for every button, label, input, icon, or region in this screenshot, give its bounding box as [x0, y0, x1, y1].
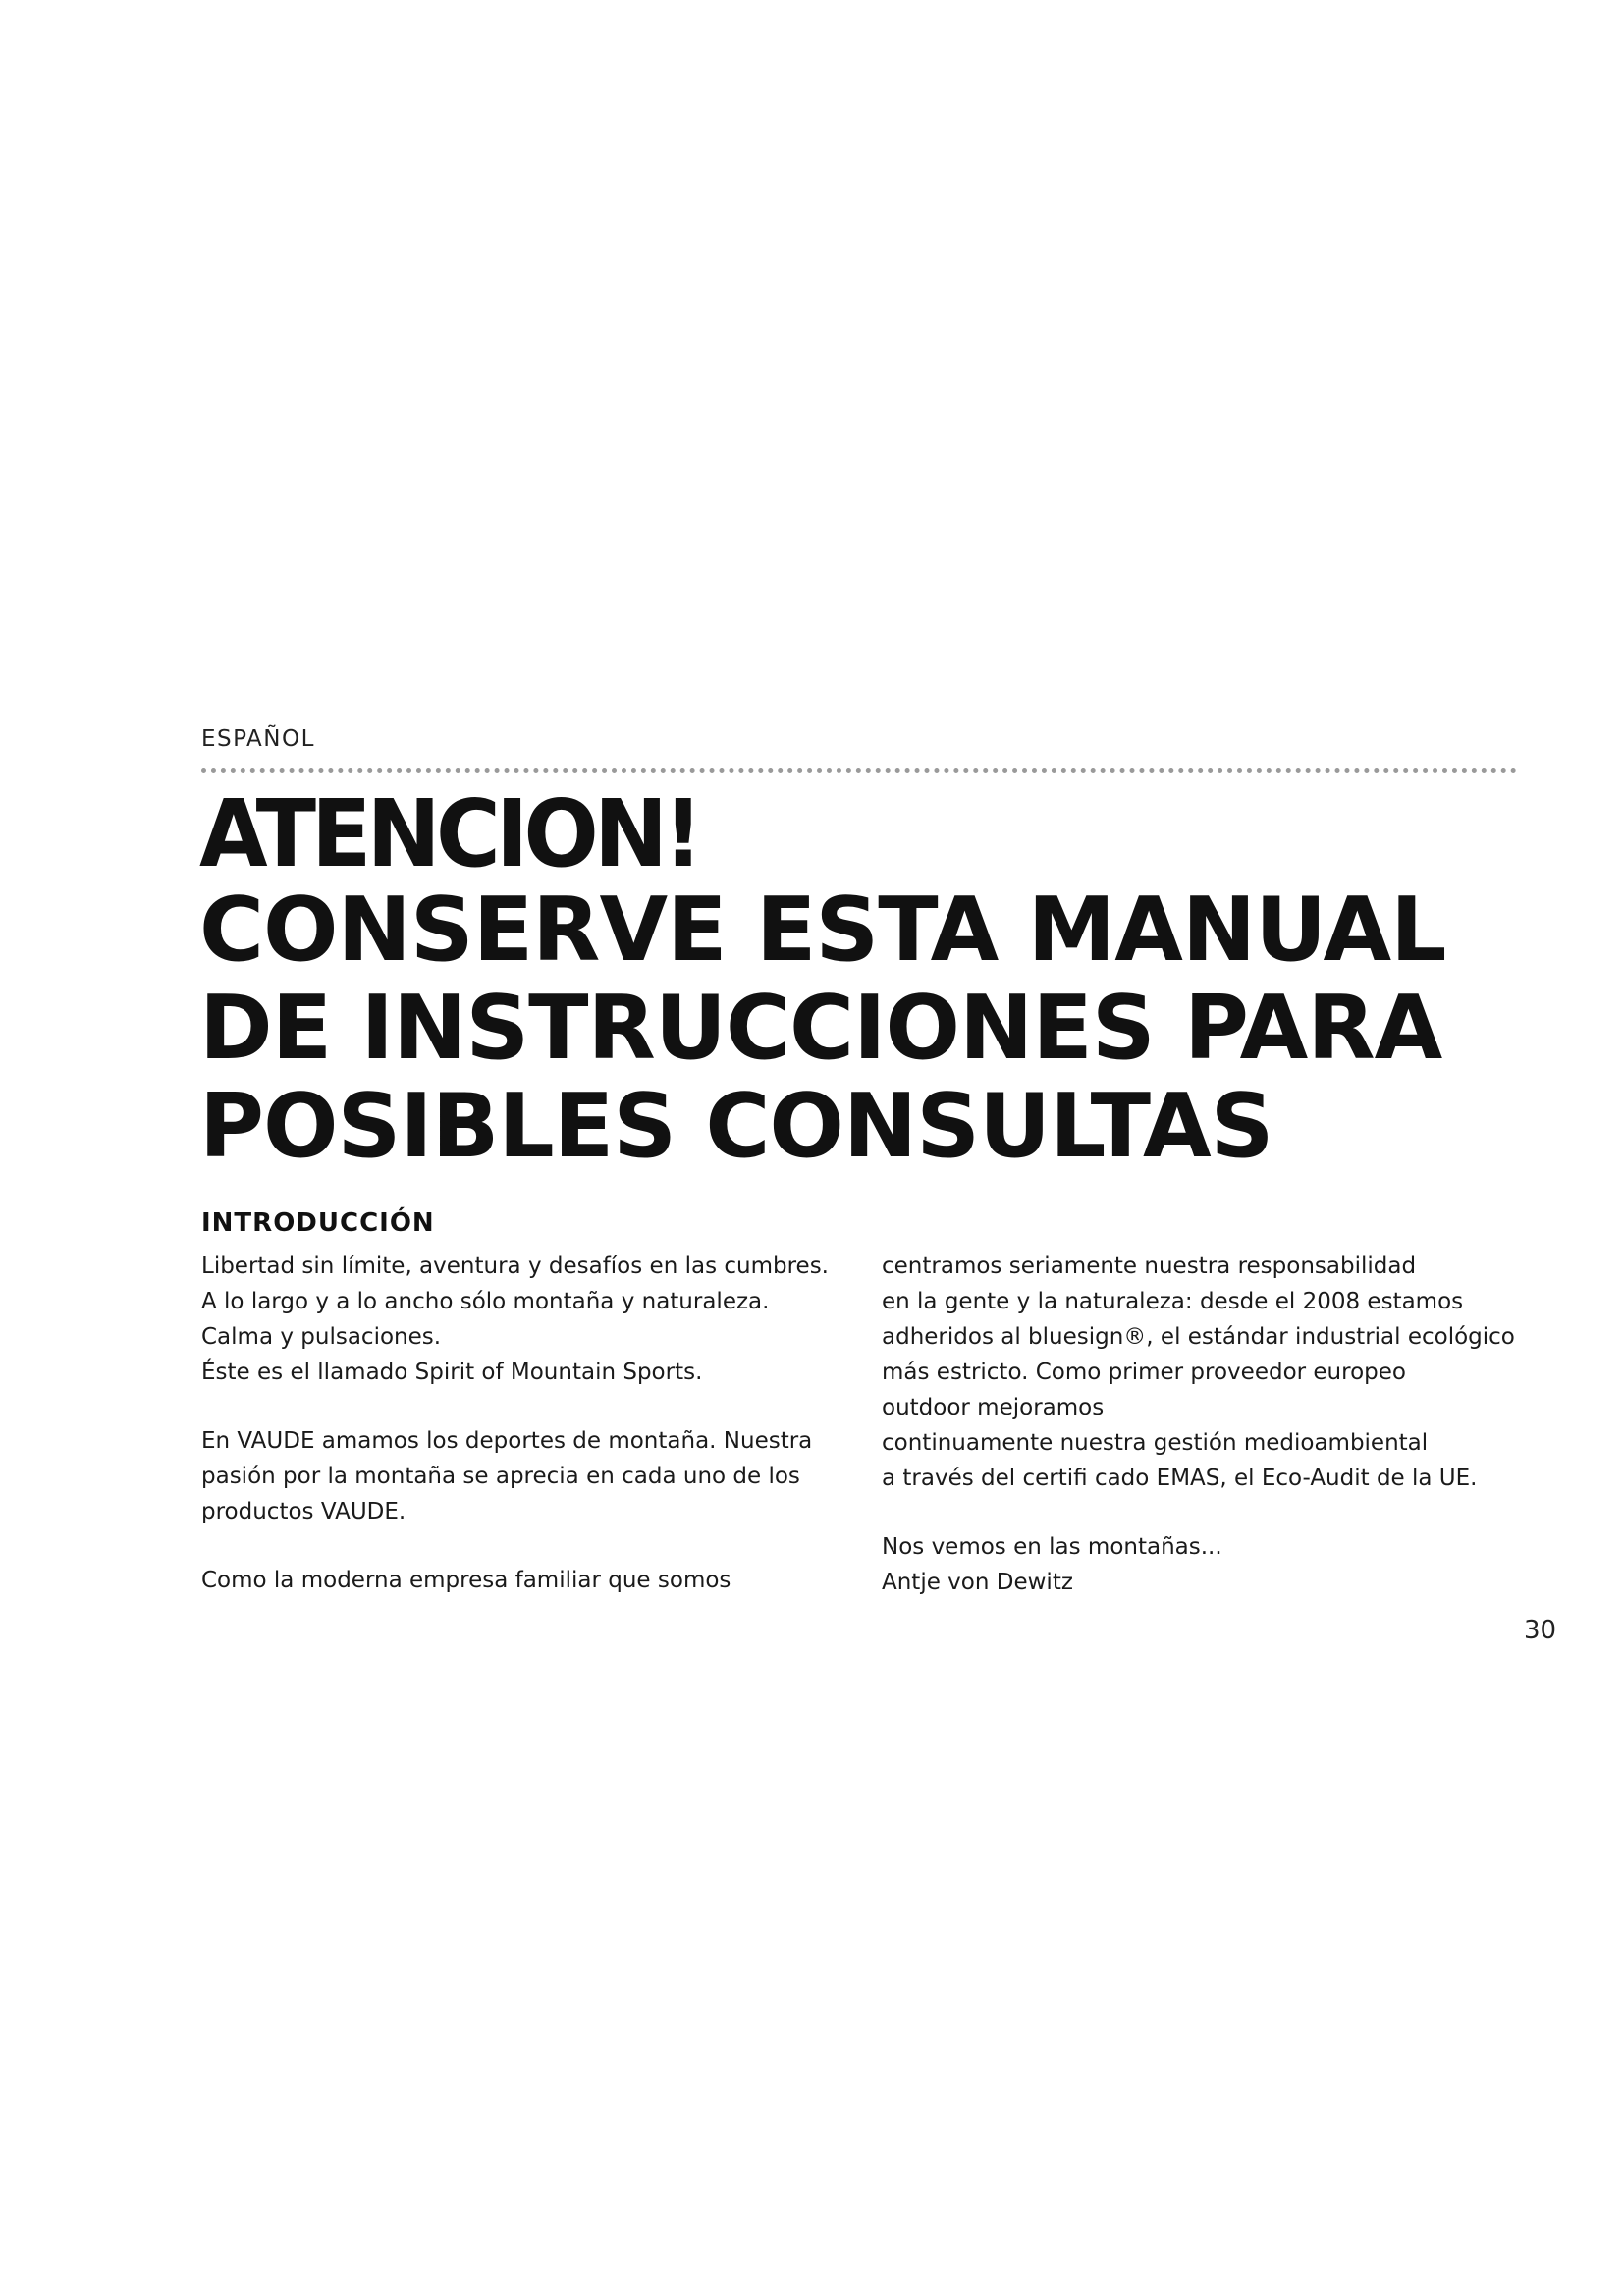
page-number: 30 — [1524, 1616, 1557, 1645]
signature-name: Antje von Dewitz — [882, 1570, 1073, 1595]
title-line: DE INSTRUCCIONES PARA — [199, 977, 1442, 1080]
paragraph-gap — [201, 1390, 830, 1423]
text-line: outdoor mejoramos — [882, 1395, 1105, 1420]
dotted-divider — [201, 768, 1517, 773]
text-line: Como la moderna empresa familiar que somos — [201, 1568, 731, 1593]
text-line: continuamente nuestra gestión medioambiental — [882, 1430, 1429, 1456]
text-line: adheridos al bluesign®, el estándar industrial ecológico — [882, 1324, 1515, 1350]
title-line: ATENCION! — [199, 779, 699, 889]
text-line: más estricto. Como primer proveedor europeo — [882, 1360, 1406, 1385]
title-line: POSIBLES CONSULTAS — [199, 1075, 1273, 1178]
text-line: En VAUDE amamos los deportes de montaña. Nuestra — [201, 1428, 813, 1454]
text-line: Libertad sin límite, aventura y desafíos en las cumbres. — [201, 1254, 829, 1279]
right-column — [882, 1249, 1530, 1600]
paragraph-gap — [201, 1529, 830, 1563]
text-line: productos VAUDE. — [201, 1499, 406, 1524]
text-line: Éste es el llamado Spirit of Mountain Sports. — [201, 1360, 703, 1385]
text-line: Nos vemos en las montañas... — [882, 1534, 1222, 1560]
paragraph-gap — [882, 1496, 1530, 1529]
text-line: en la gente y la naturaleza: desde el 2008 estamos — [882, 1289, 1464, 1314]
main-title — [199, 779, 1446, 1178]
section-heading: INTRODUCCIÓN — [201, 1208, 435, 1238]
text-line: a través del certifi cado EMAS, el Eco-Audit de la UE. — [882, 1466, 1478, 1491]
text-line: centramos seriamente nuestra responsabilidad — [882, 1254, 1417, 1279]
text-line: pasión por la montaña se aprecia en cada uno de los — [201, 1464, 800, 1489]
text-line: Calma y pulsaciones. — [201, 1324, 442, 1350]
left-column — [201, 1249, 830, 1598]
text-line: A lo largo y a lo ancho sólo montaña y naturaleza. — [201, 1289, 770, 1314]
title-line: CONSERVE ESTA MANUAL — [199, 879, 1446, 982]
language-label: ESPAÑOL — [201, 726, 315, 752]
